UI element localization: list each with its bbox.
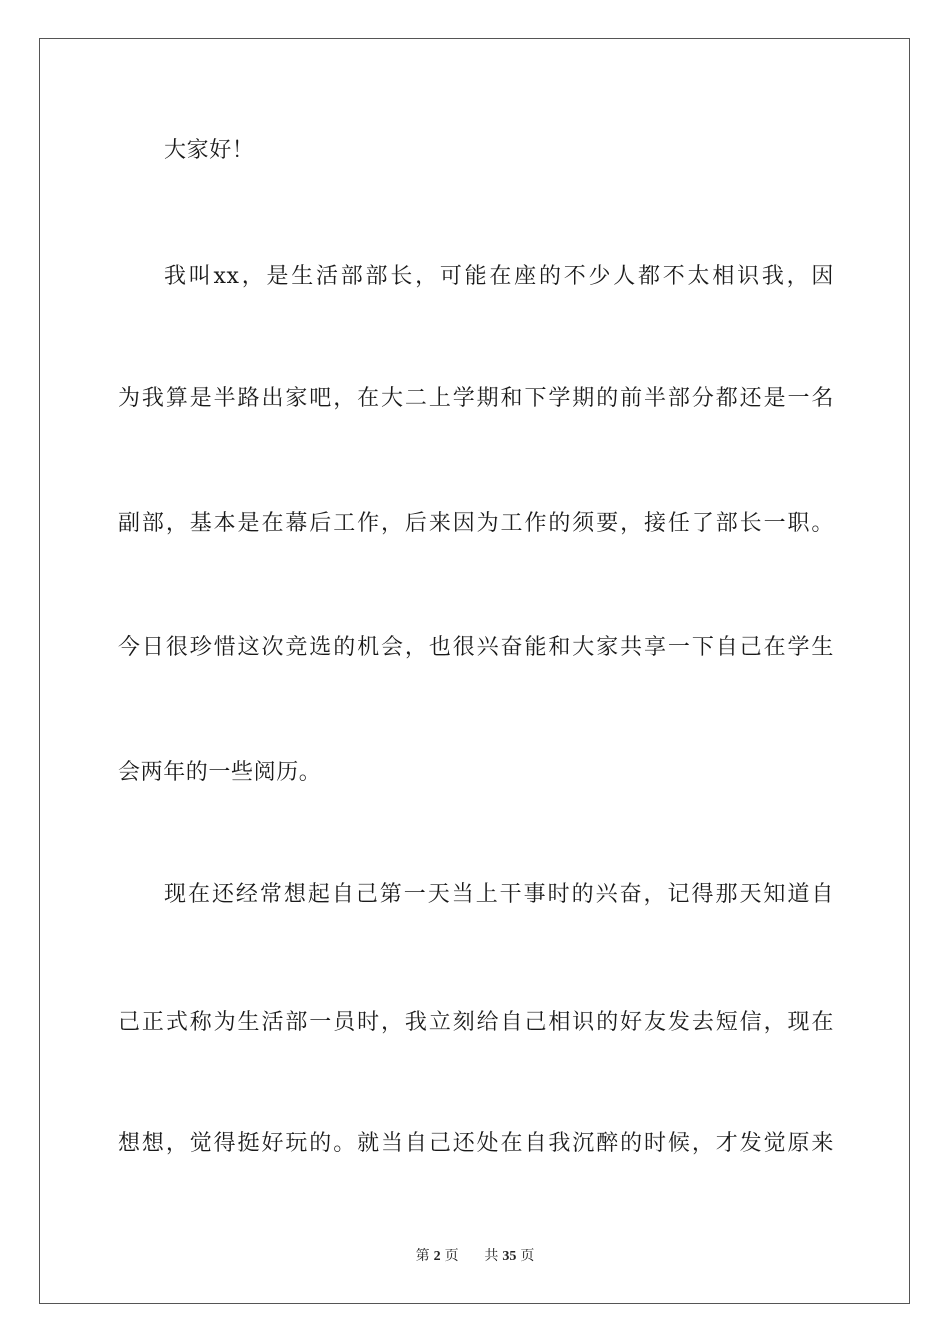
paragraph-line: 为我算是半路出家吧，在大二上学期和下学期的前半部分都还是一名 bbox=[118, 386, 834, 411]
total-pages-label: 共 35 页 bbox=[484, 1248, 535, 1264]
total-pages-number: 35 bbox=[502, 1249, 517, 1264]
page-number-label: 第 2 页 bbox=[415, 1248, 459, 1264]
page-border bbox=[39, 38, 910, 1304]
paragraph-line: 今日很珍惜这次竞选的机会，也很兴奋能和大家共享一下自己在学生 bbox=[118, 635, 834, 660]
paragraph-greeting: 大家好！ bbox=[164, 138, 255, 163]
paragraph-line: 副部，基本是在幕后工作，后来因为工作的须要，接任了部长一职。 bbox=[118, 511, 834, 536]
current-page-number: 2 bbox=[433, 1249, 441, 1264]
page-footer bbox=[0, 1246, 950, 1267]
paragraph-line: 会两年的一些阅历。 bbox=[118, 760, 322, 785]
paragraph-line: 想想，觉得挺好玩的。就当自己还处在自我沉醉的时候，才发觉原来 bbox=[118, 1131, 834, 1156]
paragraph-line: 现在还经常想起自己第一天当上干事时的兴奋，记得那天知道自 bbox=[164, 882, 834, 907]
paragraph-line: 我叫xx，是生活部部长，可能在座的不少人都不太相识我，因 bbox=[164, 264, 834, 289]
paragraph-line: 己正式称为生活部一员时，我立刻给自己相识的好友发去短信，现在 bbox=[118, 1010, 834, 1035]
